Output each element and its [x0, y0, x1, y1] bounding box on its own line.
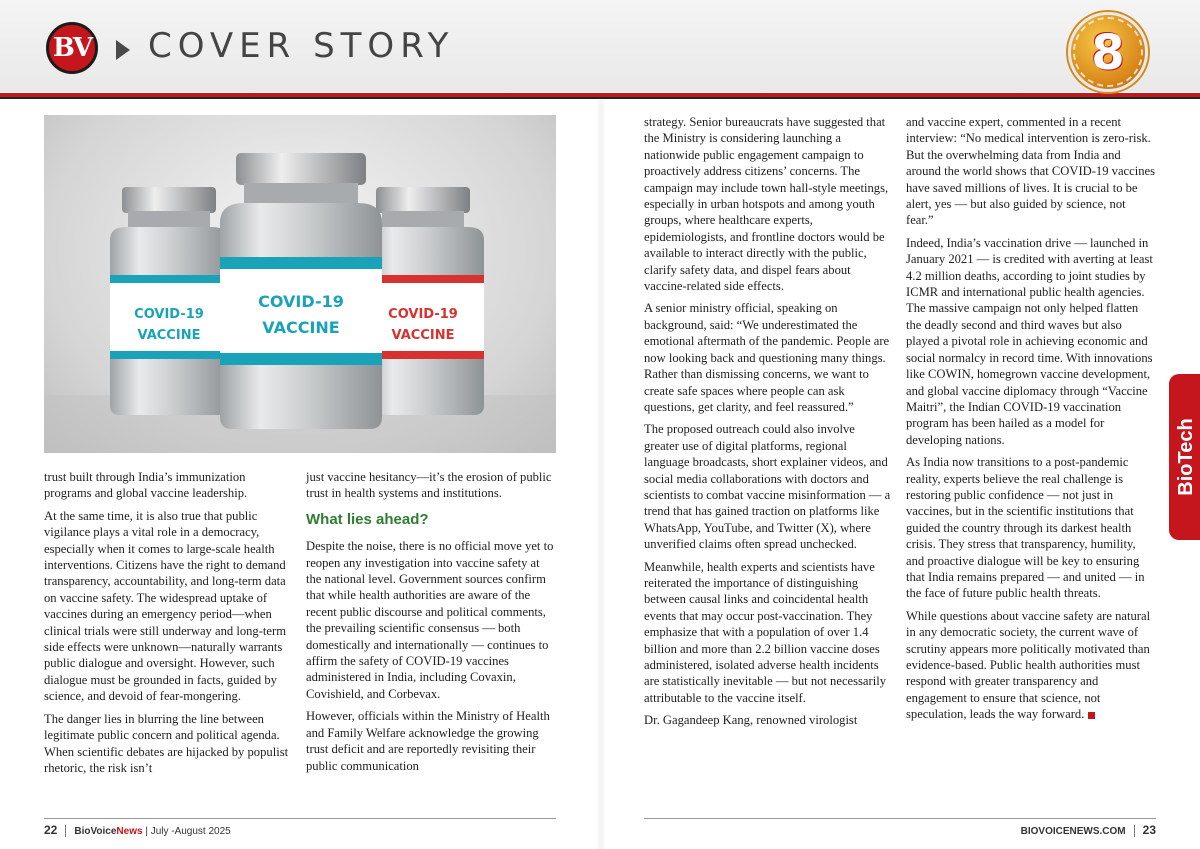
paragraph: Dr. Gagandeep Kang, renowned virologist — [644, 713, 858, 728]
article-column-3 — [644, 114, 892, 735]
article-column-2 — [306, 469, 556, 780]
paragraph-text: While questions about vaccine safety are natural in any democratic society, the current wave of scrutiny appears more politically motivated than evidence-based. Public health authorities must respond with greater transparency and engagement to ensure that science, not speculation, leads the way forward. — [906, 608, 1151, 722]
paragraph: just vaccine hesitancy—it’s the erosion of public trust in health systems and institutions. — [306, 470, 552, 501]
subheading: What lies ahead? — [306, 510, 429, 528]
paragraph: A senior ministry official, speaking on background, said: “We underestimated the emotional aftermath of the pandemic. People are now looking back and questioning many things. Rather than dismissing concerns, we want to create safe spaces where people can ask questions, get clarity, and feel reassured.” — [644, 301, 890, 414]
side-tab-label: BioTech — [1175, 418, 1197, 496]
vial-center-label-line2: VACCINE — [262, 318, 340, 337]
footer-separator — [65, 825, 66, 837]
footer-separator — [1134, 825, 1135, 837]
end-mark-icon — [1088, 712, 1095, 719]
paragraph: As India now transitions to a post-pandemic reality, experts believe the real challenge is restoring public confidence — not just in vaccines, but in the scientific institutions that guided the country through its darkest health crisis. They stress that transparency, humility, and proactive dialogue will be key to ensuring that India remains prepared — and united — in the face of future public health threats. — [906, 455, 1145, 601]
vaccine-vials-image — [44, 115, 556, 453]
paragraph: trust built through India’s immunization programs and global vaccine leadership. — [44, 470, 248, 501]
paragraph: Meanwhile, health experts and scientists have reiterated the importance of distinguishing between causal links and coincidental health events that may occur post-vaccination. They emphasize that with a population of over 1.4 billion and more than 2.2 billion vaccine doses administered, isolated adverse health incidents are statistically inevitable — but not necessarily attributable to the vaccine itself. — [644, 559, 887, 705]
biovoice-logo: BV — [46, 22, 98, 74]
paragraph: Despite the noise, there is no official move yet to reopen any investigation into vaccine safety at the national level. Government sources confirm that while health authorities are aware of the recent public discourse and political comments, the prevailing scientific consensus — both domestically and internationally — continues to affirm the safety of COVID-19 vaccines administered in India, including Covaxin, Covishield, and Corbevax. — [306, 539, 554, 701]
page-header — [0, 0, 1200, 96]
footer-brand-part2: News — [116, 826, 143, 837]
vial-left-label-line1: COVID-19 — [134, 307, 204, 322]
vial-right-label-line1: COVID-19 — [388, 307, 458, 322]
paragraph: Indeed, India’s vaccination drive — launched in January 2021 — is credited with averting at least 4.2 million deaths, according to joint studies by ICMR and international public health agencies. The massive campaign not only helped flatten the deadly second and third waves but also played a pivotal role in achieving economic and social normalcy in record time. With innovations like COWIN, homegrown vaccine development, and global vaccine diplomacy through “Vaccine Maitri”, the Indian COVID-19 vaccination program has been hailed as a model for developing nations. — [906, 235, 1153, 447]
vial-left-label-line2: VACCINE — [137, 328, 201, 343]
vial-center — [220, 153, 382, 429]
vial-left — [110, 187, 228, 415]
vial-center-label-line1: COVID-19 — [258, 292, 344, 311]
badge-number: 8 — [1091, 25, 1125, 81]
footer-site: BIOVOICENEWS.COM — [1020, 826, 1126, 837]
footer-rule-right — [644, 818, 1156, 819]
article-column-1 — [44, 469, 294, 782]
anniversary-badge — [1068, 12, 1148, 92]
paragraph-last — [906, 608, 1156, 723]
section-title: COVER STORY — [148, 26, 455, 66]
page-number-right: 23 — [1142, 823, 1156, 837]
paragraph: strategy. Senior bureaucrats have suggested that the Ministry is considering launching a nationwide public engagement campaign to proactively address citizens’ concerns. The campaign may include town hall-style meetings, especially in urban hotspots and among youth groups, where healthcare experts, epidemiologists, and frontline doctors would be available to interact directly with the public, clarify safety data, and dispel fears about vaccine-related side effects. — [644, 115, 889, 294]
paragraph: At the same time, it is also true that public vigilance plays a vital role in a democracy, especially when it comes to large-scale health interventions. Citizens have the right to demand transparency, accountability, and long-term data on vaccine safety. The widespread uptake of vaccines during an emergency period—when clinical trials were still underway and long-term side effects were unknown—naturally warrants public dialogue and oversight. However, such dialogue must be grounded in facts, guided by science, and devoid of fear-mongering. — [44, 508, 286, 704]
footer-brand-part1: BioVoice — [74, 826, 117, 837]
play-arrow-icon — [116, 40, 130, 60]
footer-right — [1021, 823, 1156, 837]
paragraph: The proposed outreach could also involve greater use of digital platforms, regional language broadcasts, short explainer videos, and social media collaborations with doctors and scientists to combat vaccine misinformation — a trend that has gained traction on platforms like WhatsApp, YouTube, and Twitter (X), where unverified claims often spread unchecked. — [644, 422, 891, 552]
paragraph: The danger lies in blurring the line between legitimate public concern and political agenda. When scientific debates are hijacked by populist rhetoric, the risk isn’t — [44, 711, 289, 775]
vial-right-label-line2: VACCINE — [391, 328, 455, 343]
footer-issue: | July -August 2025 — [145, 826, 231, 837]
article-column-4 — [906, 114, 1156, 729]
paragraph: and vaccine expert, commented in a recent interview: “No medical intervention is zero-risk. But the overwhelming data from India and around the world shows that COVID-19 vaccines have saved millions of lives. It is crucial to be alert, yes — but also guided by science, not fear.” — [906, 115, 1156, 228]
paragraph: However, officials within the Ministry of Health and Family Welfare acknowledge the growing trust deficit and are reportedly revisiting their public communication — [306, 709, 550, 773]
vials-illustration — [44, 115, 556, 453]
footer-rule-left — [44, 818, 556, 819]
page-gutter — [596, 100, 606, 849]
page-number-left: 22 — [44, 823, 58, 837]
footer-left — [44, 823, 231, 837]
header-dark-rule — [0, 97, 1200, 99]
